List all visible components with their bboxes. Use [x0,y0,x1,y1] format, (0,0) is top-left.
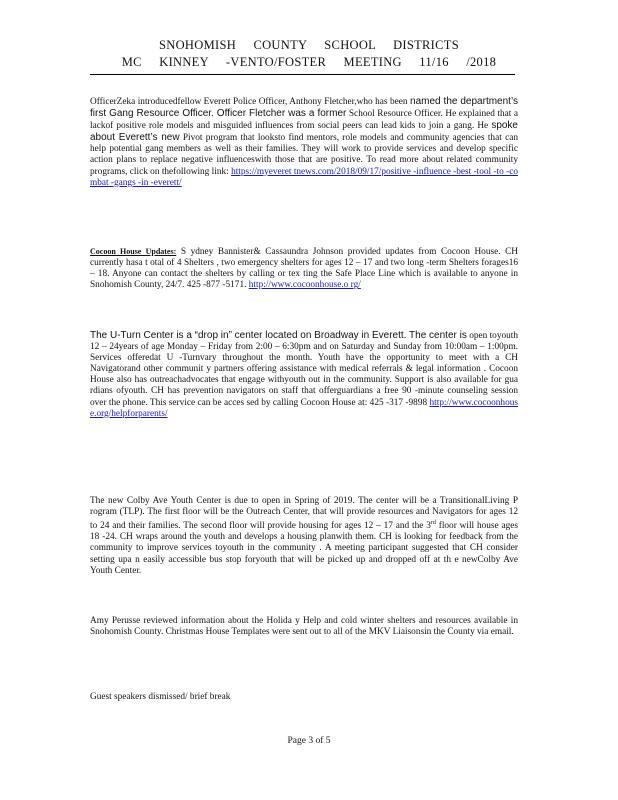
everett-news-link[interactable]: https://myeveret tnews.com/2018/09/17/positive -influence -best -tool -to -combat -gangs -in -everett/ [90,166,518,188]
para4-text-a: The new Colby Ave Youth Center is due to open in Spring of 2019. The center will be a TransitionalLiving P rogram (TLP). The first floor will be the Outreach Center, that will provide resources and Navigators for ages 12 to 24 and their families. The second floor will provide housing for ages 12 – 17 and the 3 [90,496,518,532]
para4-text-b: floor will house ages 18 -24. CH wraps around the youth and develops a housing planwith them. CH is looking for feedback from the community to improve services toyouth in the community . A meeting participant suggested that CH consider setting upa n easily accessible bus stop foryouth that will be picked up and dropped off at th e newColby Ave Youth Center. [90,521,518,576]
paragraph-colby-ave-youth-center [90,496,518,577]
paragraph-cocoon-house-updates [90,246,518,291]
para1-text-e: Pivot program that looksto find mentors, role models and community agencies that can help potential gang members as well as their families. They will work to provide services and develop specific action plans to replace negative influenceswith those that are positive. To read more about related community programs, click on thefollowing link: [90,133,518,177]
cocoon-house-heading: Cocoon House Updates: [90,247,177,256]
para1-text-a: OfficerZeka introducedfellow Everett Police Officer, Anthony Fletcher,who has been [90,97,408,107]
para5-text: Amy Perusse reviewed information about the Holida y Help and cold winter shelters and resources available in Snohomish County. Christmas House Templates were sent out to all of the MKV Liaisonsin the County via email. [90,616,518,638]
paragraph-u-turn-center [90,330,518,420]
para1-text-d: spoke about Everett’s new [90,120,518,144]
paragraph-gang-resource-officer [90,96,518,189]
header-title-line2: MC KINNEY -VENTO/FOSTER MEETING 11/16 /2018 [121,55,497,69]
paragraph-holiday-help [90,616,518,638]
para1-text-b: named the department’s first Gang Resource Officer. Officer Fletcher was a former [90,96,518,120]
paragraph-guest-speakers [90,692,518,703]
para3-text-a: The U-Turn Center is a “drop in” center located on Broadway in Everett. The center is [90,330,467,341]
help-for-parents-link[interactable]: http://www.cocoonhouse.org/helpforparents/ [90,397,518,419]
page-number: Page 3 of 5 [287,736,331,746]
para2-text: S ydney Bannister& Cassaundra Johnson provided updates from Cocoon House. CH currently hasa t otal of 4 Shelters , two emergency shelters for ages 12 – 17 and two long -term Shelters forages16 – 18. Anyone can contact the shelters by calling or tex ting the Safe Place Line which is available to anyone in Snohomish County, 24/7. 425 -877 -5171. [90,247,519,291]
cocoon-house-link[interactable]: http://www.cocoonhouse.o rg/ [248,280,361,291]
para6-text: Guest speakers dismissed/ brief break [90,692,231,702]
header-rule [90,74,515,75]
para1-text-c: School Resource Officer. He explained that a lackof positive role models and misguided influences from social peers can lead kids to join a gang. He [90,109,519,132]
para4-superscript: rd [430,520,436,527]
para3-text-b: open toyouth 12 – 24years of age Monday – Friday from 2:00 – 6:30pm and on Saturday and Sunday from 10:00am – 1:00pm. Services offeredat U -Turnvary throughout the month. Youth have the opportunity to meet with a CH Navigatorand other communit y partners offering assistance with medical referrals & legal information . Cocoon House also has outreachadvocates that engage withyouth out in the community. Support is also available for gua rdians ofyouth. CH has prevention navigators on staff that offerguardians a free 90 -minute counseling session over the phone. This service can be acces sed by calling Cocoon House at: 425 -317 -9898 [90,331,518,408]
header-title-line1: SNOHOMISH COUNTY SCHOOL DISTRICTS [159,38,459,52]
